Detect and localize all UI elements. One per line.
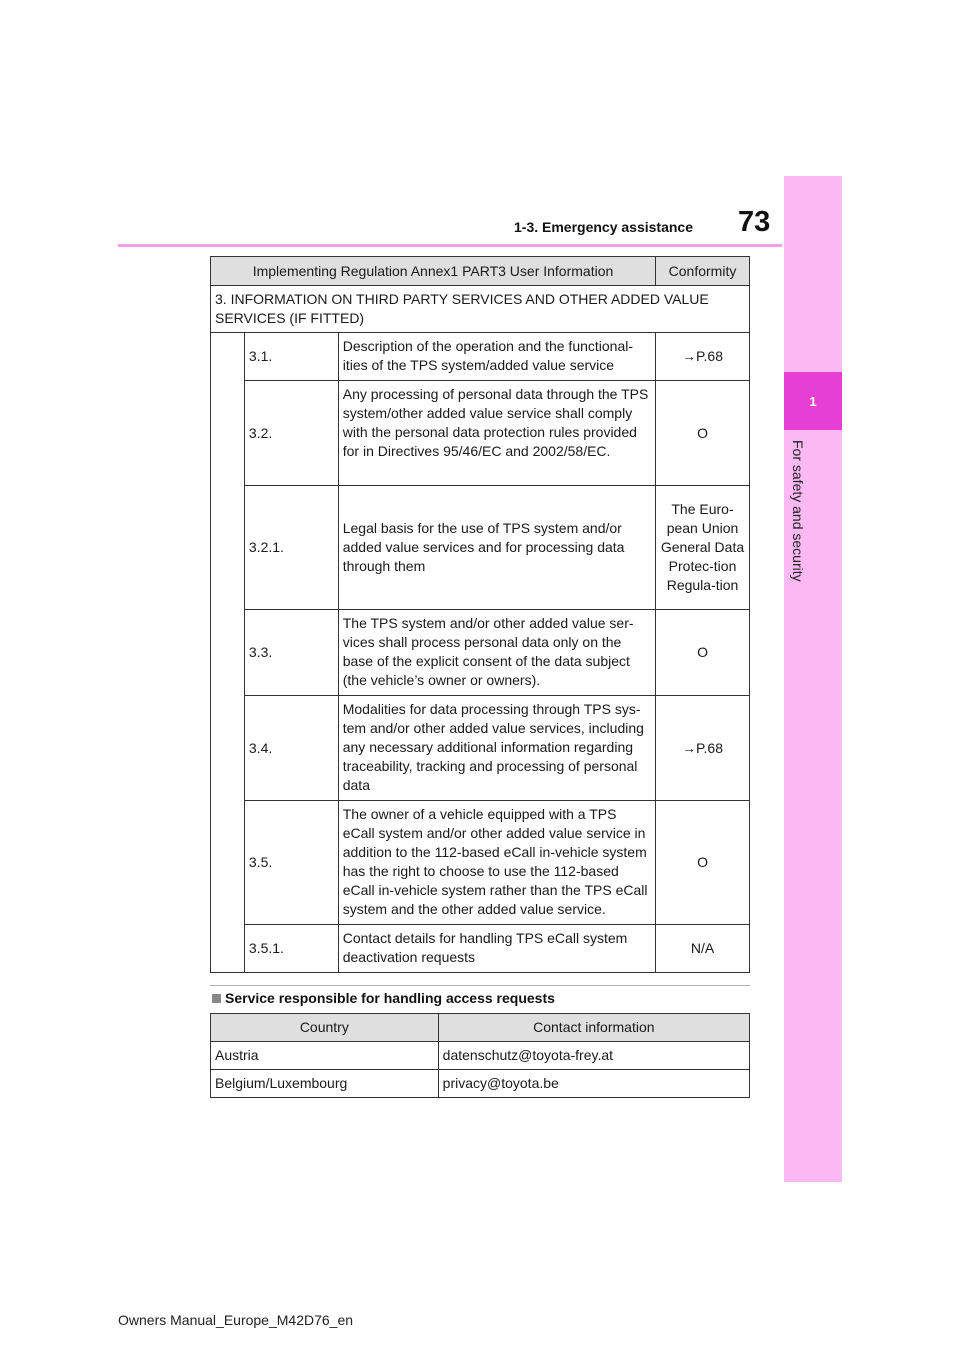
row-number: 3.2.1. <box>244 486 338 610</box>
access-requests-heading-text: Service responsible for handling access requests <box>225 990 555 1006</box>
table-row <box>211 1070 750 1098</box>
chapter-number-tab: 1 <box>784 372 842 430</box>
table-row <box>211 486 750 610</box>
row-description: Modalities for data processing through TPS sys-tem and/or other added value services, including any necessary additional information regarding traceability, tracking and processing of personal data <box>338 696 655 801</box>
chapter-side-tab <box>784 176 842 1182</box>
row-conformity: →P.68 <box>656 333 750 381</box>
row-description: The TPS system and/or other added value ser-vices shall process personal data only on the base of the explicit consent of the data subject (the vehicle’s owner or owners). <box>338 610 655 696</box>
table-row <box>211 696 750 801</box>
table-header-row <box>211 257 750 286</box>
column-header-country: Country <box>211 1014 439 1042</box>
page-number: 73 <box>738 206 771 238</box>
row-conformity: N/A <box>656 925 750 973</box>
country-cell: Belgium/Luxembourg <box>211 1070 439 1098</box>
row-number: 3.2. <box>244 381 338 486</box>
indent-cell <box>211 333 245 973</box>
table-row <box>211 1042 750 1070</box>
access-requests-table <box>210 1013 750 1098</box>
column-header-conformity: Conformity <box>656 257 750 286</box>
table-header-row <box>211 1014 750 1042</box>
row-number: 3.4. <box>244 696 338 801</box>
row-number: 3.1. <box>244 333 338 381</box>
row-conformity: →P.68 <box>656 696 750 801</box>
user-information-table <box>210 256 750 973</box>
table-row <box>211 801 750 925</box>
column-header-contact: Contact information <box>438 1014 749 1042</box>
access-requests-heading <box>212 990 555 1006</box>
row-conformity: O <box>656 610 750 696</box>
contact-email[interactable]: datenschutz@toyota-frey.at <box>438 1042 749 1070</box>
chapter-label: For safety and security <box>790 440 806 582</box>
row-number: 3.5. <box>244 801 338 925</box>
row-number: 3.3. <box>244 610 338 696</box>
section-divider <box>210 985 750 986</box>
row-description: The owner of a vehicle equipped with a TPS eCall system and/or other added value service in addition to the 112-based eCall in-vehicle system has the right to choose to use the 112-based eCall in-vehicle system rather than the TPS eCall system and the other added value service. <box>338 801 655 925</box>
section-title: 3. INFORMATION ON THIRD PARTY SERVICES AND OTHER ADDED VALUE SERVICES (IF FITTED) <box>211 286 750 333</box>
row-conformity: The Euro-pean Union General Data Protec-tion Regula-tion <box>656 486 750 610</box>
square-bullet-icon <box>212 994 221 1003</box>
row-description: Description of the operation and the functional-ities of the TPS system/added value service <box>338 333 655 381</box>
country-cell: Austria <box>211 1042 439 1070</box>
section-title-row <box>211 286 750 333</box>
document-footer: Owners Manual_Europe_M42D76_en <box>118 1312 354 1328</box>
row-conformity: O <box>656 801 750 925</box>
table-row <box>211 925 750 973</box>
header-divider <box>118 244 782 247</box>
row-description: Legal basis for the use of TPS system and/or added value services and for processing data through them <box>338 486 655 610</box>
table-row <box>211 333 750 381</box>
row-description: Any processing of personal data through the TPS system/other added value service shall comply with the personal data protection rules provided for in Directives 95/46/EC and 2002/58/EC. <box>338 381 655 486</box>
column-header-information: Implementing Regulation Annex1 PART3 User Information <box>211 257 656 286</box>
table-row <box>211 610 750 696</box>
row-description: Contact details for handling TPS eCall system deactivation requests <box>338 925 655 973</box>
row-number: 3.5.1. <box>244 925 338 973</box>
row-conformity: O <box>656 381 750 486</box>
table-row <box>211 381 750 486</box>
section-heading: 1-3. Emergency assistance <box>514 219 693 235</box>
contact-email[interactable]: privacy@toyota.be <box>438 1070 749 1098</box>
